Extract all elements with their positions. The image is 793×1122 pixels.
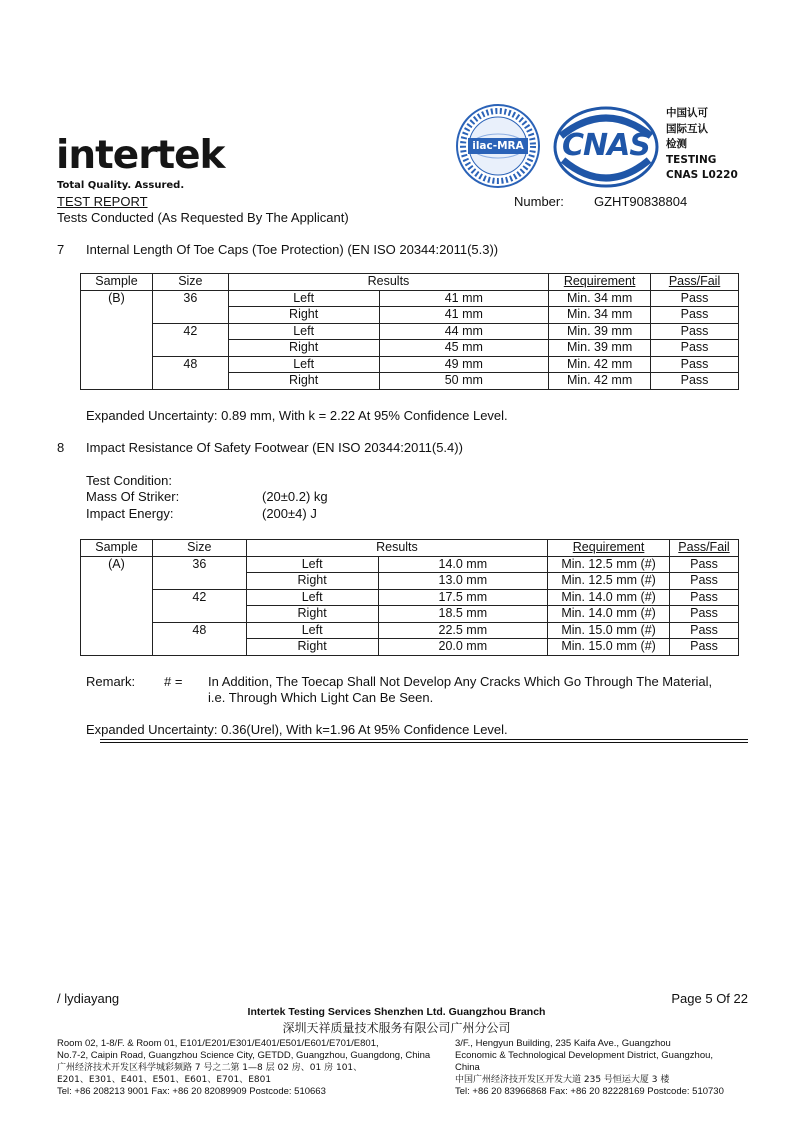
address-line: Room 02, 1-8/F. & Room 01, E101/E201/E301/E401/E501/E601/E701/E801, [57,1038,379,1049]
report-title: TEST REPORT [57,194,148,209]
requirement-cell: Min. 14.0 mm (#) [548,589,670,606]
table-row [81,323,739,340]
col-header-pass-fail: Pass/Fail [670,540,739,557]
result-cell: 45 mm [379,340,549,357]
address-line: 3/F., Hengyun Building, 235 Kaifa Ave., Guangzhou [455,1038,671,1049]
divider [100,742,748,743]
section-title: Impact Resistance Of Safety Footwear (EN ISO 20344:2011(5.4)) [86,440,463,455]
company-name-cn: 深圳天祥质量技术服务有限公司广州分公司 [282,1021,511,1035]
pass-fail-cell: Pass [651,323,739,340]
address-right [455,1038,724,1098]
requirement-cell: Min. 39 mm [549,340,651,357]
address-line: 广州经济技术开发区科学城彩频路 7 号之二第 1—8 层 02 房、01 房 101、 [57,1063,363,1073]
intertek-logo: intertek [56,133,225,178]
accreditation-line: 检测 [666,138,687,150]
remark-text: i.e. Through Which Light Can Be Seen. [208,690,434,705]
pass-fail-cell: Pass [670,589,739,606]
requirement-cell: Min. 42 mm [549,356,651,373]
report-number: GZHT90838804 [594,194,688,209]
col-header-size: Size [152,274,228,291]
result-cell: 41 mm [379,290,549,307]
side-cell: Left [246,589,378,606]
col-header-requirement: Requirement [548,540,670,557]
pass-fail-cell: Pass [670,573,739,590]
pass-fail-cell: Pass [670,556,739,573]
side-cell: Right [246,606,378,623]
table-row [81,556,739,573]
result-cell: 17.5 mm [378,589,548,606]
col-header-pass-fail: Pass/Fail [651,274,739,291]
section-title: Internal Length Of Toe Caps (Toe Protection) (EN ISO 20344:2011(5.3)) [86,242,499,257]
size-cell: 48 [152,622,246,655]
side-cell: Right [246,573,378,590]
address-line: No.7-2, Caipin Road, Guangzhou Science City, GETDD, Guangzhou, Guangdong, China [57,1050,431,1061]
accreditation-line: TESTING [666,153,717,166]
requirement-cell: Min. 34 mm [549,307,651,324]
size-cell: 36 [152,556,246,589]
result-cell: 20.0 mm [378,639,548,656]
size-cell: 42 [152,589,246,622]
pass-fail-cell: Pass [651,307,739,324]
tests-conducted: Tests Conducted (As Requested By The Applicant) [57,210,349,225]
pass-fail-cell: Pass [651,290,739,307]
accreditation-text [666,106,738,184]
uncertainty-note: Expanded Uncertainty: 0.89 mm, With k = 2.22 At 95% Confidence Level. [86,408,508,423]
side-cell: Right [228,340,379,357]
table-row [81,589,739,606]
energy-label: Impact Energy: [86,506,174,521]
energy-value: (200±4) J [262,506,317,521]
ilac-mra-seal [455,103,541,189]
size-cell: 42 [152,323,228,356]
size-cell: 48 [152,356,228,389]
result-cell: 41 mm [379,307,549,324]
number-label: Number: [514,194,564,209]
table-row [81,290,739,307]
test-condition-label: Test Condition: [86,473,172,488]
remark-symbol: # = [164,674,183,689]
sample-cell: (A) [81,556,153,655]
col-header-sample: Sample [81,540,153,557]
address-line: E201、E301、E401、E501、E601、E701、E801 [57,1075,272,1085]
author: / lydiayang [57,991,120,1006]
side-cell: Right [228,373,379,390]
address-line: Economic & Technological Development District, Guangzhou, [455,1050,714,1061]
divider [100,739,748,740]
address-line: China [455,1062,480,1073]
requirement-cell: Min. 14.0 mm (#) [548,606,670,623]
col-header-sample: Sample [81,274,153,291]
cnas-text: CNAS [562,128,650,163]
uncertainty-note: Expanded Uncertainty: 0.36(Urel), With k=1.96 At 95% Confidence Level. [86,722,508,737]
section-number: 7 [57,242,65,257]
col-header-requirement: Requirement [549,274,651,291]
sample-cell: (B) [81,290,153,389]
side-cell: Left [228,356,379,373]
accreditation-line: 国际互认 [666,122,708,135]
col-header-size: Size [152,540,246,557]
cnas-seal [553,106,659,188]
result-cell: 18.5 mm [378,606,548,623]
mass-value: (20±0.2) kg [262,489,328,504]
toe-cap-table [80,273,739,390]
result-cell: 44 mm [379,323,549,340]
side-cell: Right [228,307,379,324]
accreditation-line: CNAS L0220 [666,169,738,181]
result-cell: 13.0 mm [378,573,548,590]
page-number: Page 5 Of 22 [671,991,748,1006]
ilac-text: ilac-MRA [472,140,524,152]
address-line: 中国广州经济技开发区开发大道 235 号恒运大厦 3 楼 [455,1075,670,1085]
pass-fail-cell: Pass [651,356,739,373]
accreditation-line: 中国认可 [666,107,708,119]
pass-fail-cell: Pass [670,606,739,623]
table-header-row [81,540,739,557]
tagline: Total Quality. Assured. [57,180,185,191]
result-cell: 49 mm [379,356,549,373]
remark-label: Remark: [86,674,136,689]
section-number: 8 [57,440,65,455]
col-header-results: Results [246,540,547,557]
table-row [81,356,739,373]
side-cell: Left [228,290,379,307]
company-name: Intertek Testing Services Shenzhen Ltd. Guangzhou Branch [247,1006,546,1018]
mass-label: Mass Of Striker: [86,489,180,504]
size-cell: 36 [152,290,228,323]
requirement-cell: Min. 15.0 mm (#) [548,622,670,639]
pass-fail-cell: Pass [670,622,739,639]
requirement-cell: Min. 34 mm [549,290,651,307]
table-row [81,622,739,639]
impact-table [80,539,739,656]
result-cell: 50 mm [379,373,549,390]
pass-fail-cell: Pass [651,340,739,357]
table-header-row [81,274,739,291]
requirement-cell: Min. 15.0 mm (#) [548,639,670,656]
side-cell: Left [246,556,378,573]
result-cell: 14.0 mm [378,556,548,573]
requirement-cell: Min. 12.5 mm (#) [548,573,670,590]
contact-line: Tel: +86 20 83966868 Fax: +86 20 82228169 Postcode: 510730 [455,1086,724,1097]
requirement-cell: Min. 12.5 mm (#) [548,556,670,573]
address-left [57,1038,430,1098]
side-cell: Left [246,622,378,639]
requirement-cell: Min. 39 mm [549,323,651,340]
side-cell: Left [228,323,379,340]
side-cell: Right [246,639,378,656]
result-cell: 22.5 mm [378,622,548,639]
pass-fail-cell: Pass [651,373,739,390]
remark-text: In Addition, The Toecap Shall Not Develop Any Cracks Which Go Through The Material, [208,674,713,689]
contact-line: Tel: +86 208213 9001 Fax: +86 20 82089909 Postcode: 510663 [57,1086,326,1097]
col-header-results: Results [228,274,548,291]
requirement-cell: Min. 42 mm [549,373,651,390]
pass-fail-cell: Pass [670,639,739,656]
